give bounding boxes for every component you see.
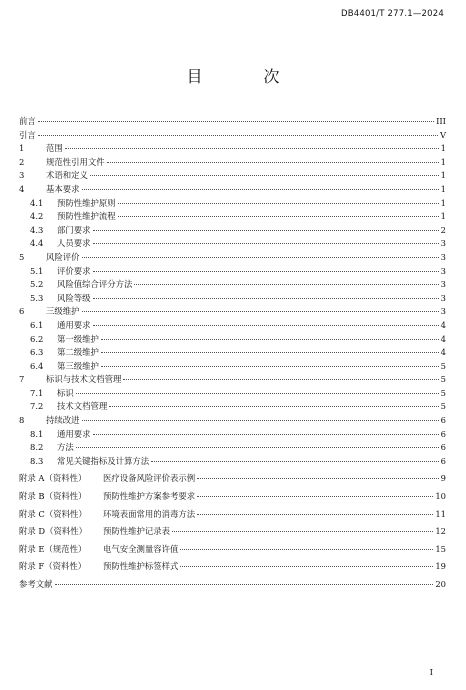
toc-leader-dots: [101, 339, 439, 340]
toc-entry[interactable]: [19, 305, 446, 319]
toc-leader-dots: [107, 162, 439, 163]
toc-leader-dots: [180, 566, 433, 567]
table-of-contents: [19, 115, 446, 592]
toc-entry-label: 第二级维护: [57, 347, 99, 358]
toc-entry-page: 3: [440, 279, 446, 290]
toc-entry[interactable]: [19, 251, 446, 265]
toc-entry-label: 预防性维护流程: [57, 211, 116, 222]
toc-entry[interactable]: [19, 472, 446, 486]
toc-leader-dots: [172, 531, 433, 532]
toc-entry-page: 9: [440, 473, 446, 484]
toc-entry[interactable]: [19, 455, 446, 469]
toc-entry-number: 7.1: [30, 387, 44, 398]
toc-entry-number: 4.4: [30, 238, 44, 249]
toc-leader-dots: [118, 216, 439, 217]
toc-entry[interactable]: [19, 169, 446, 183]
toc-entry-label: 标识: [57, 387, 74, 398]
toc-entry-label: 通用要求: [57, 428, 91, 439]
standard-id: DB4401/T 277.1—2024: [340, 9, 444, 19]
toc-leader-dots: [82, 189, 439, 190]
toc-entry[interactable]: [19, 333, 446, 347]
toc-entry-number: 4.3: [30, 224, 44, 235]
toc-entry[interactable]: [19, 400, 446, 414]
toc-entry[interactable]: [19, 156, 446, 170]
toc-leader-dots: [93, 325, 439, 326]
toc-entry[interactable]: [19, 142, 446, 156]
toc-entry-label: 持续改进: [46, 415, 80, 426]
toc-leader-dots: [65, 148, 439, 149]
toc-entry-page: 3: [440, 265, 446, 276]
toc-entry[interactable]: [19, 210, 446, 224]
toc-entry-number: 7: [19, 374, 25, 385]
toc-entry-number: 附录 A（资料性）: [19, 473, 87, 484]
toc-entry-number: 6: [19, 306, 25, 317]
toc-entry-page: 5: [440, 401, 446, 412]
toc-entry-number: 附录 F（资料性）: [19, 561, 87, 572]
toc-entry-label: 风险评价: [46, 251, 80, 262]
page-number: I: [429, 668, 433, 678]
toc-entry-page: 1: [440, 183, 446, 194]
toc-leader-dots: [180, 549, 433, 550]
toc-entry[interactable]: [19, 414, 446, 428]
toc-leader-dots: [109, 406, 438, 407]
toc-leader-dots: [197, 478, 439, 479]
toc-leader-dots: [93, 243, 439, 244]
toc-entry[interactable]: [19, 346, 446, 360]
page-title: 目 次: [186, 67, 308, 86]
toc-entry-label: 术语和定义: [46, 170, 88, 181]
toc-entry-number: 附录 D（资料性）: [19, 526, 88, 537]
toc-entry-label: 评价要求: [57, 265, 91, 276]
toc-entry-page: 11: [435, 508, 446, 519]
toc-entry-number: 5.2: [30, 279, 44, 290]
toc-entry-number: 4.1: [30, 197, 44, 208]
toc-entry-label: 部门要求: [57, 224, 91, 235]
toc-entry-label: 基本要求: [46, 183, 80, 194]
toc-entry-page: III: [436, 116, 446, 126]
toc-entry-label: 前言: [19, 116, 36, 126]
toc-leader-dots: [101, 352, 439, 353]
toc-entry-label: 规范性引用文件: [46, 156, 105, 167]
toc-entry-page: 6: [440, 415, 446, 426]
toc-entry-number: 8.2: [30, 442, 44, 453]
toc-entry-number: 5.1: [30, 265, 44, 276]
toc-entry-number: 4: [19, 183, 25, 194]
toc-entry[interactable]: [19, 508, 446, 522]
toc-entry-number: 2: [19, 156, 25, 167]
toc-entry-page: 6: [440, 428, 446, 439]
toc-leader-dots: [55, 584, 434, 585]
toc-entry-page: 3: [440, 292, 446, 303]
toc-entry-page: 3: [440, 251, 446, 262]
toc-entry-label: 医疗设备风险评价表示例: [103, 473, 196, 484]
toc-entry[interactable]: [19, 224, 446, 238]
toc-leader-dots: [82, 420, 439, 421]
toc-entry-number: 4.2: [30, 211, 44, 222]
toc-entry-number: 3: [19, 170, 25, 181]
toc-leader-dots: [118, 203, 439, 204]
toc-leader-dots: [93, 230, 439, 231]
toc-entry[interactable]: [19, 428, 446, 442]
toc-entry-label: 引言: [19, 129, 36, 140]
toc-entry-number: 附录 B（资料性）: [19, 491, 87, 502]
toc-leader-dots: [82, 311, 439, 312]
toc-entry-page: 1: [440, 211, 446, 222]
toc-entry-label: 第一级维护: [57, 333, 99, 344]
toc-entry-label: 预防性维护记录表: [103, 526, 170, 537]
toc-entry-page: 6: [440, 455, 446, 466]
toc-entry[interactable]: [19, 265, 446, 279]
toc-entry-number: 6.3: [30, 347, 44, 358]
toc-leader-dots: [38, 121, 434, 122]
toc-entry[interactable]: [19, 292, 446, 306]
toc-entry-number: 5.3: [30, 292, 44, 303]
toc-entry[interactable]: [19, 525, 446, 539]
toc-entry[interactable]: [19, 115, 446, 129]
toc-entry[interactable]: [19, 129, 446, 143]
toc-entry-label: 第三级维护: [57, 360, 99, 371]
toc-leader-dots: [101, 366, 439, 367]
toc-entry-label: 预防性维护方案参考要求: [103, 491, 196, 502]
toc-entry[interactable]: [19, 278, 446, 292]
toc-entry-page: 19: [435, 561, 446, 572]
toc-entry-page: 10: [435, 491, 446, 502]
toc-entry-label: 电气安全测量容许值: [103, 543, 179, 554]
toc-entry-label: 环境表面常用的消毒方法: [103, 508, 196, 519]
toc-entry-page: 4: [440, 319, 446, 330]
toc-entry-number: 7.2: [30, 401, 44, 412]
toc-entry-number: 5: [19, 251, 25, 262]
toc-entry-page: 15: [435, 543, 446, 554]
toc-entry-page: 3: [440, 306, 446, 317]
toc-entry-label: 范围: [46, 143, 63, 154]
toc-entry-number: 8.1: [30, 428, 44, 439]
toc-entry[interactable]: [19, 319, 446, 333]
toc-entry-page: 4: [440, 333, 446, 344]
toc-entry-page: 20: [435, 579, 446, 589]
toc-entry-page: 3: [440, 238, 446, 249]
toc-entry-number: 6.2: [30, 333, 44, 344]
toc-entry[interactable]: [19, 441, 446, 455]
toc-leader-dots: [38, 135, 438, 136]
toc-entry-number: 附录 C（资料性）: [19, 508, 87, 519]
toc-entry-label: 参考文献: [19, 579, 53, 589]
toc-entry-label: 预防性维护原则: [57, 197, 116, 208]
toc-entry-page: 12: [435, 526, 446, 537]
toc-entry-label: 预防性维护标签样式: [103, 561, 179, 572]
toc-entry[interactable]: [19, 360, 446, 374]
toc-entry-page: 5: [440, 374, 446, 385]
toc-entry-number: 1: [19, 143, 25, 154]
toc-entry-label: 三级维护: [46, 306, 80, 317]
toc-entry-label: 通用要求: [57, 319, 91, 330]
toc-entry-page: 5: [440, 387, 446, 398]
toc-entry[interactable]: [19, 197, 446, 211]
toc-entry-page: 5: [440, 360, 446, 371]
toc-entry[interactable]: [19, 387, 446, 401]
toc-entry[interactable]: [19, 560, 446, 574]
toc-entry-number: 6.1: [30, 319, 44, 330]
toc-leader-dots: [93, 434, 439, 435]
toc-entry-label: 技术文档管理: [57, 401, 108, 412]
toc-entry-label: 风险值综合评分方法: [57, 279, 133, 290]
toc-leader-dots: [151, 461, 439, 462]
toc-leader-dots: [76, 393, 439, 394]
toc-entry-number: 8.3: [30, 455, 44, 466]
toc-leader-dots: [90, 175, 439, 176]
toc-entry[interactable]: [19, 578, 446, 592]
toc-entry-page: 6: [440, 442, 446, 453]
toc-entry-page: 1: [440, 170, 446, 181]
toc-leader-dots: [82, 257, 439, 258]
toc-entry-page: 2: [440, 224, 446, 235]
toc-leader-dots: [134, 284, 438, 285]
toc-leader-dots: [93, 271, 439, 272]
toc-leader-dots: [197, 496, 433, 497]
toc-entry-label: 标识与技术文档管理: [46, 374, 122, 385]
toc-entry-label: 风险等级: [57, 292, 91, 303]
toc-leader-dots: [197, 514, 433, 515]
toc-entry-page: 1: [440, 156, 446, 167]
toc-entry-page: V: [439, 129, 446, 140]
toc-entry-label: 常见关键指标及计算方法: [57, 455, 150, 466]
toc-entry[interactable]: [19, 237, 446, 251]
toc-entry[interactable]: [19, 183, 446, 197]
toc-entry[interactable]: [19, 490, 446, 504]
toc-entry-page: 1: [440, 143, 446, 154]
toc-entry-number: 8: [19, 415, 25, 426]
toc-entry-page: 1: [440, 197, 446, 208]
toc-leader-dots: [123, 379, 438, 380]
toc-entry-number: 6.4: [30, 360, 44, 371]
toc-entry-label: 方法: [57, 442, 74, 453]
toc-entry-page: 4: [440, 347, 446, 358]
toc-entry[interactable]: [19, 543, 446, 557]
toc-leader-dots: [76, 447, 439, 448]
toc-entry-number: 附录 E（规范性）: [19, 543, 87, 554]
toc-entry[interactable]: [19, 373, 446, 387]
toc-entry-label: 人员要求: [57, 238, 91, 249]
toc-leader-dots: [93, 298, 439, 299]
